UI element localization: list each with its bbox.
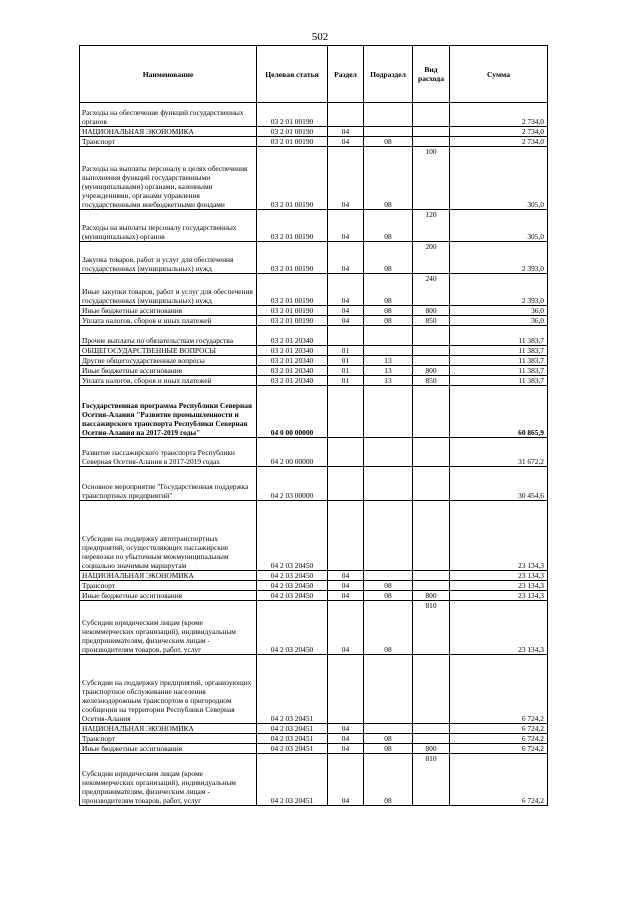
row-name-cell: Развитие пассажирского транспорта Республики Северная Осетия-Алания в 2017-2019 годах xyxy=(80,438,257,467)
row-type-cell: 100 xyxy=(413,147,450,210)
row-subsection-cell xyxy=(364,501,413,571)
row-subsection-cell: 08 xyxy=(364,147,413,210)
table-row xyxy=(80,137,548,147)
row-subsection-cell: 08 xyxy=(364,274,413,306)
row-subsection-cell xyxy=(364,571,413,581)
row-article-cell: 04 2 03 00000 xyxy=(257,467,328,501)
table-row xyxy=(80,744,548,754)
row-sum-cell: 11 383,7 xyxy=(450,326,548,346)
row-section-cell: 04 xyxy=(328,137,364,147)
row-section-cell: 04 xyxy=(328,127,364,137)
page-number: 502 xyxy=(311,31,329,43)
row-type-cell xyxy=(413,356,450,366)
row-section-cell xyxy=(328,655,364,724)
row-sum-cell: 2 393,0 xyxy=(450,274,548,306)
row-section-cell: 04 xyxy=(328,316,364,326)
row-name-cell: ОБЩЕГОСУДАРСТВЕННЫЕ ВОПРОСЫ xyxy=(80,346,257,356)
table-row xyxy=(80,147,548,210)
row-name-cell: Транспорт xyxy=(80,581,257,591)
row-type-cell xyxy=(413,137,450,147)
row-section-cell: 04 xyxy=(328,147,364,210)
header-article: Целевая статья xyxy=(257,46,328,103)
row-section-cell: 01 xyxy=(328,356,364,366)
row-name-cell: Другие общегосударственные вопросы xyxy=(80,356,257,366)
row-article-cell: 03 2 01 20340 xyxy=(257,356,328,366)
row-subsection-cell: 08 xyxy=(364,581,413,591)
row-section-cell: 04 xyxy=(328,724,364,734)
row-type-cell xyxy=(413,571,450,581)
row-name-cell: Субсидии юридическим лицам (кроме некоммерческих организаций), индивидуальным предпринимателям, физическим лицам - производителям товаров, работ, услуг xyxy=(80,754,257,806)
row-name-cell: Основное мероприятие "Государственная поддержка транспортных предприятий" xyxy=(80,467,257,501)
row-type-cell xyxy=(413,734,450,744)
row-sum-cell: 2 734,0 xyxy=(450,103,548,127)
row-section-cell xyxy=(328,103,364,127)
row-sum-cell: 6 724,2 xyxy=(450,744,548,754)
row-sum-cell: 6 724,2 xyxy=(450,724,548,734)
row-article-cell: 04 2 03 20451 xyxy=(257,655,328,724)
row-section-cell: 04 xyxy=(328,734,364,744)
row-subsection-cell: 08 xyxy=(364,754,413,806)
row-subsection-cell xyxy=(364,655,413,724)
row-section-cell: 04 xyxy=(328,242,364,274)
table-row xyxy=(80,274,548,306)
row-section-cell: 04 xyxy=(328,210,364,242)
row-sum-cell: 11 383,7 xyxy=(450,366,548,376)
table-row xyxy=(80,467,548,501)
row-section-cell: 01 xyxy=(328,366,364,376)
row-sum-cell: 6 724,2 xyxy=(450,754,548,806)
row-type-cell xyxy=(413,127,450,137)
row-type-cell xyxy=(413,655,450,724)
row-name-cell: Закупка товаров, работ и услуг для обеспечения государственных (муниципальных) нужд xyxy=(80,242,257,274)
row-section-cell xyxy=(328,501,364,571)
row-sum-cell: 2 393,0 xyxy=(450,242,548,274)
table-row xyxy=(80,754,548,806)
row-subsection-cell xyxy=(364,438,413,467)
row-type-cell: 850 xyxy=(413,316,450,326)
row-name-cell: НАЦИОНАЛЬНАЯ ЭКОНОМИКА xyxy=(80,127,257,137)
row-article-cell: 04 2 03 20450 xyxy=(257,601,328,655)
row-sum-cell: 31 672,2 xyxy=(450,438,548,467)
row-type-cell: 800 xyxy=(413,591,450,601)
row-type-cell xyxy=(413,346,450,356)
row-section-cell: 04 xyxy=(328,571,364,581)
row-article-cell: 04 2 03 20451 xyxy=(257,744,328,754)
row-name-cell: Субсидии юридическим лицам (кроме некоммерческих организаций), индивидуальным предпринимателям, физическим лицам - производителям товаров, работ, услуг xyxy=(80,601,257,655)
row-sum-cell: 11 383,7 xyxy=(450,356,548,366)
row-sum-cell: 11 383,7 xyxy=(450,346,548,356)
row-name-cell: Транспорт xyxy=(80,137,257,147)
row-article-cell: 04 2 03 20450 xyxy=(257,571,328,581)
table-row xyxy=(80,306,548,316)
table-row xyxy=(80,127,548,137)
row-type-cell: 810 xyxy=(413,754,450,806)
table-row xyxy=(80,386,548,438)
row-type-cell xyxy=(413,724,450,734)
row-subsection-cell: 08 xyxy=(364,601,413,655)
row-subsection-cell: 08 xyxy=(364,210,413,242)
row-name-cell: Уплата налогов, сборов и иных платежей xyxy=(80,376,257,386)
table-row xyxy=(80,356,548,366)
table-row xyxy=(80,581,548,591)
row-article-cell: 03 2 01 00190 xyxy=(257,316,328,326)
row-subsection-cell: 08 xyxy=(364,734,413,744)
row-type-cell: 120 xyxy=(413,210,450,242)
row-type-cell xyxy=(413,326,450,346)
row-name-cell: Расходы на выплаты персоналу государственных (муниципальных) органов xyxy=(80,210,257,242)
row-article-cell: 03 2 01 00190 xyxy=(257,147,328,210)
table-row xyxy=(80,210,548,242)
row-article-cell: 03 2 01 20340 xyxy=(257,326,328,346)
row-article-cell: 03 2 01 20340 xyxy=(257,346,328,356)
row-subsection-cell xyxy=(364,467,413,501)
header-expense-type: Вид расхода xyxy=(413,46,450,103)
row-name-cell: Субсидии на поддержку автотранспортных предприятий, осуществляющих пассажирские перевозки по убыточным межмуниципальным социально значимым маршрутам xyxy=(80,501,257,571)
row-name-cell: Расходы на обеспечение функций государственных органов xyxy=(80,103,257,127)
table-row xyxy=(80,591,548,601)
row-name-cell: НАЦИОНАЛЬНАЯ ЭКОНОМИКА xyxy=(80,571,257,581)
row-name-cell: Транспорт xyxy=(80,734,257,744)
row-name-cell: Иные бюджетные ассигнования xyxy=(80,366,257,376)
table-row xyxy=(80,376,548,386)
row-subsection-cell: 08 xyxy=(364,242,413,274)
row-type-cell: 810 xyxy=(413,601,450,655)
table-row xyxy=(80,601,548,655)
row-article-cell: 04 2 03 20450 xyxy=(257,591,328,601)
table-row xyxy=(80,724,548,734)
row-sum-cell: 23 134,3 xyxy=(450,501,548,571)
row-subsection-cell xyxy=(364,386,413,438)
row-subsection-cell: 13 xyxy=(364,366,413,376)
row-subsection-cell: 08 xyxy=(364,591,413,601)
row-sum-cell: 6 724,2 xyxy=(450,734,548,744)
row-name-cell: Иные бюджетные ассигнования xyxy=(80,744,257,754)
row-sum-cell: 6 724,2 xyxy=(450,655,548,724)
row-type-cell xyxy=(413,438,450,467)
row-subsection-cell xyxy=(364,103,413,127)
row-article-cell: 03 2 01 00190 xyxy=(257,210,328,242)
row-article-cell: 03 2 01 00190 xyxy=(257,274,328,306)
row-name-cell: Иные бюджетные ассигнования xyxy=(80,306,257,316)
row-type-cell xyxy=(413,386,450,438)
row-sum-cell: 36,0 xyxy=(450,306,548,316)
row-article-cell: 04 2 00 00000 xyxy=(257,438,328,467)
table-body xyxy=(80,103,548,806)
table-row xyxy=(80,655,548,724)
row-section-cell: 04 xyxy=(328,591,364,601)
row-sum-cell: 305,0 xyxy=(450,147,548,210)
row-article-cell: 03 2 01 00190 xyxy=(257,103,328,127)
header-section: Раздел xyxy=(328,46,364,103)
row-article-cell: 03 2 01 20340 xyxy=(257,366,328,376)
row-sum-cell: 11 383,7 xyxy=(450,376,548,386)
row-article-cell: 04 2 03 20451 xyxy=(257,734,328,744)
row-name-cell: Иные закупки товаров, работ и услуг для обеспечения государственных (муниципальных) нужд xyxy=(80,274,257,306)
row-sum-cell: 23 134,3 xyxy=(450,591,548,601)
header-name: Наименование xyxy=(80,46,257,103)
header-sum: Сумма xyxy=(450,46,548,103)
row-article-cell: 04 2 03 20451 xyxy=(257,754,328,806)
table-row xyxy=(80,242,548,274)
row-subsection-cell xyxy=(364,326,413,346)
row-article-cell: 04 2 03 20450 xyxy=(257,581,328,591)
row-sum-cell: 305,0 xyxy=(450,210,548,242)
row-section-cell xyxy=(328,467,364,501)
row-name-cell: Субсидии на поддержку предприятий, организующих транспортное обслуживание населения железнодорожным транспортом в пригородном сообщении на территории Республики Северная Осетия-Алания xyxy=(80,655,257,724)
row-type-cell: 800 xyxy=(413,366,450,376)
row-type-cell: 200 xyxy=(413,242,450,274)
row-section-cell: 04 xyxy=(328,306,364,316)
row-type-cell xyxy=(413,103,450,127)
row-section-cell: 01 xyxy=(328,346,364,356)
row-type-cell: 240 xyxy=(413,274,450,306)
row-type-cell: 800 xyxy=(413,744,450,754)
row-name-cell: Прочие выплаты по обязательствам государства xyxy=(80,326,257,346)
row-name-cell: Уплата налогов, сборов и иных платежей xyxy=(80,316,257,326)
row-subsection-cell: 13 xyxy=(364,376,413,386)
header-row xyxy=(80,46,548,103)
row-subsection-cell xyxy=(364,127,413,137)
row-article-cell: 04 2 03 20451 xyxy=(257,724,328,734)
row-sum-cell: 23 134,3 xyxy=(450,581,548,591)
row-subsection-cell xyxy=(364,346,413,356)
row-sum-cell: 2 734,0 xyxy=(450,127,548,137)
row-sum-cell: 23 134,3 xyxy=(450,601,548,655)
table-row xyxy=(80,326,548,346)
row-sum-cell: 60 865,9 xyxy=(450,386,548,438)
row-section-cell xyxy=(328,386,364,438)
row-article-cell: 03 2 01 00190 xyxy=(257,242,328,274)
row-subsection-cell: 08 xyxy=(364,306,413,316)
row-sum-cell: 2 734,0 xyxy=(450,137,548,147)
row-article-cell: 03 2 01 00190 xyxy=(257,137,328,147)
row-name-cell: Государственная программа Республики Северная Осетия-Алания "Развитие промышленности и пассажирского транспорта Республики Северная Осетия-Алания на 2017-2019 годы" xyxy=(80,386,257,438)
row-section-cell: 04 xyxy=(328,274,364,306)
row-type-cell: 850 xyxy=(413,376,450,386)
table-row xyxy=(80,103,548,127)
table-row xyxy=(80,734,548,744)
row-sum-cell: 23 134,3 xyxy=(450,571,548,581)
row-subsection-cell: 08 xyxy=(364,744,413,754)
row-section-cell: 01 xyxy=(328,376,364,386)
row-subsection-cell: 13 xyxy=(364,356,413,366)
budget-table xyxy=(79,45,548,806)
row-subsection-cell xyxy=(364,724,413,734)
row-type-cell xyxy=(413,581,450,591)
row-type-cell: 800 xyxy=(413,306,450,316)
table-row xyxy=(80,366,548,376)
row-section-cell: 04 xyxy=(328,581,364,591)
row-section-cell xyxy=(328,438,364,467)
table-row xyxy=(80,438,548,467)
row-article-cell: 04 2 03 20450 xyxy=(257,501,328,571)
row-name-cell: НАЦИОНАЛЬНАЯ ЭКОНОМИКА xyxy=(80,724,257,734)
row-section-cell: 04 xyxy=(328,754,364,806)
row-sum-cell: 30 454,6 xyxy=(450,467,548,501)
row-type-cell xyxy=(413,501,450,571)
row-section-cell: 04 xyxy=(328,601,364,655)
row-sum-cell: 36,0 xyxy=(450,316,548,326)
row-article-cell: 03 2 01 20340 xyxy=(257,376,328,386)
row-article-cell: 03 2 01 00190 xyxy=(257,127,328,137)
table-row xyxy=(80,346,548,356)
row-section-cell xyxy=(328,326,364,346)
row-article-cell: 03 2 01 00190 xyxy=(257,306,328,316)
table-row xyxy=(80,571,548,581)
row-type-cell xyxy=(413,467,450,501)
row-subsection-cell: 08 xyxy=(364,137,413,147)
row-section-cell: 04 xyxy=(328,744,364,754)
row-name-cell: Расходы на выплаты персоналу в целях обеспечения выполнения функций государственными (муниципальными) органами, казенными учреждениями, органами управления государственными внебюджетными фондами xyxy=(80,147,257,210)
row-article-cell: 04 0 00 00000 xyxy=(257,386,328,438)
header-subsection: Подраздел xyxy=(364,46,413,103)
row-subsection-cell: 08 xyxy=(364,316,413,326)
table-row xyxy=(80,316,548,326)
table-row xyxy=(80,501,548,571)
row-name-cell: Иные бюджетные ассигнования xyxy=(80,591,257,601)
